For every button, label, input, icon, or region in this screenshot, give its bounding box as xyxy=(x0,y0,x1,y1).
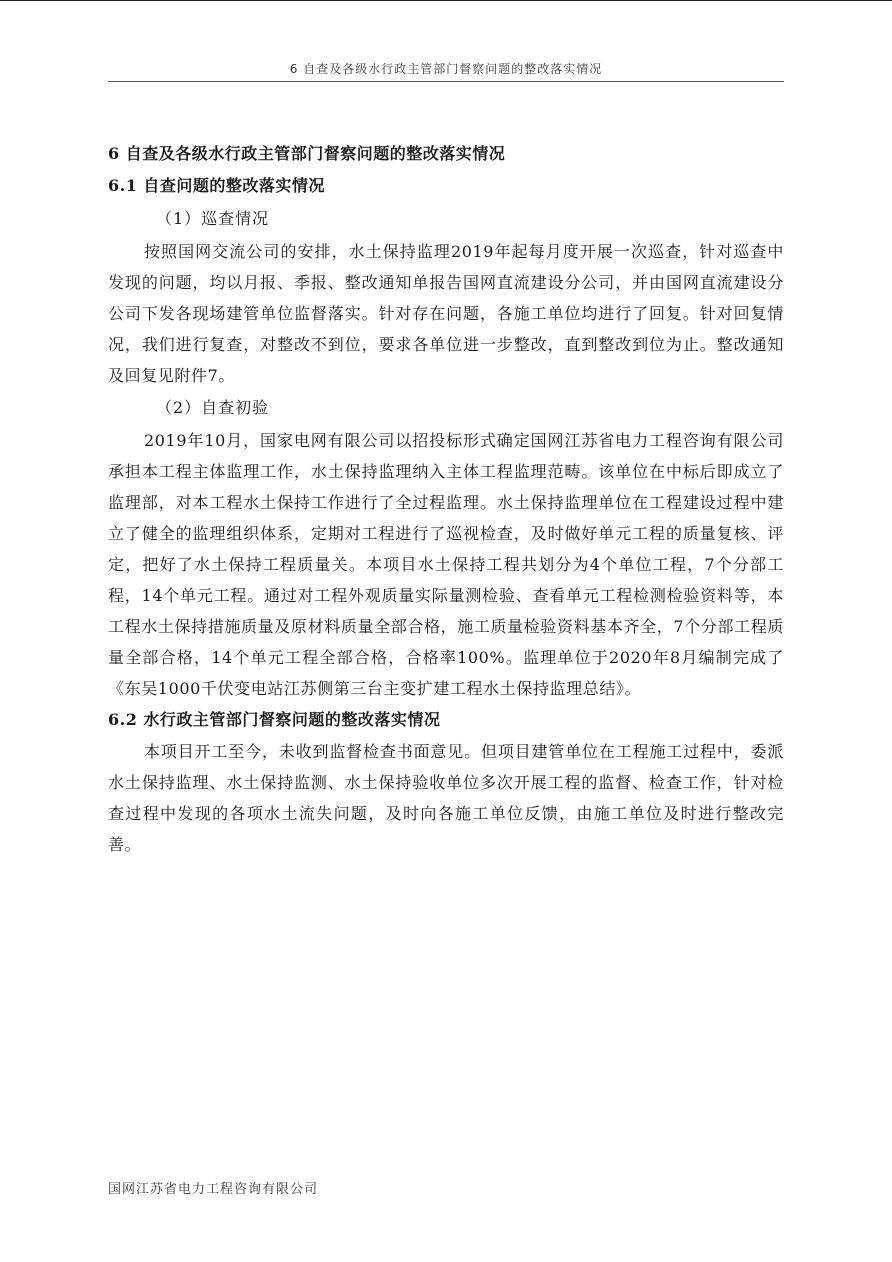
document-body xyxy=(108,138,784,860)
paragraph-self-check: 2019年10月，国家电网有限公司以招投标形式确定国网江苏省电力工程咨询有限公司承担本工程主体监理工作，水土保持监理纳入主体工程监理范畴。该单位在中标后即成立了监理部，对本工程水土保持工作进行了全过程监理。水土保持监理单位在工程建设过程中建立了健全的监理组织体系，定期对工程进行了巡视检查，及时做好单元工程的质量复核、评定，把好了水土保持工程质量关。本项目水土保持工程共划分为4个单位工程，7个分部工程，14个单元工程。通过对工程外观质量实际量测检验、查看单元工程检测检验资料等，本工程水土保持措施质量及原材料质量全部合格，施工质量检验资料基本齐全，7个分部工程质量全部合格，14个单元工程全部合格，合格率100%。监理单位于2020年8月编制完成了《东吴1000千伏变电站江苏侧第三台主变扩建工程水土保持监理总结》。 xyxy=(108,431,784,698)
page-top-border xyxy=(0,0,892,1)
header-rule xyxy=(108,81,784,82)
running-header: 6 自查及各级水行政主管部门督察问题的整改落实情况 xyxy=(289,62,603,76)
section-title: 6 自查及各级水行政主管部门督察问题的整改落实情况 xyxy=(108,144,506,163)
item-title-self-check: （2）自查初验 xyxy=(156,398,270,417)
paragraph-patrol: 按照国网交流公司的安排，水土保持监理2019年起每月度开展一次巡查，针对巡查中发现的问题，均以月报、季报、整改通知单报告国网直流建设分公司，并由国网直流建设分公司下发各现场建管单位监督落实。针对存在问题，各施工单位均进行了回复。针对回复情况，我们进行复查，对整改不到位，要求各单位进一步整改，直到整改到位为止。整改通知及回复见附件7。 xyxy=(108,242,784,385)
subsection-title-6-2: 6.2 水行政主管部门督察问题的整改落实情况 xyxy=(108,710,441,729)
item-title-patrol: （1）巡查情况 xyxy=(156,209,270,228)
subsection-title-6-1: 6.1 自查问题的整改落实情况 xyxy=(108,176,325,195)
footer-company: 国网江苏省电力工程咨询有限公司 xyxy=(108,1182,319,1197)
paragraph-supervision: 本项目开工至今，未收到监督检查书面意见。但项目建管单位在工程施工过程中，委派水土保持监理、水土保持监测、水土保持验收单位多次开展工程的监督、检查工作，针对检查过程中发现的各项水土流失问题，及时向各施工单位反馈，由施工单位及时进行整改完善。 xyxy=(108,742,784,854)
